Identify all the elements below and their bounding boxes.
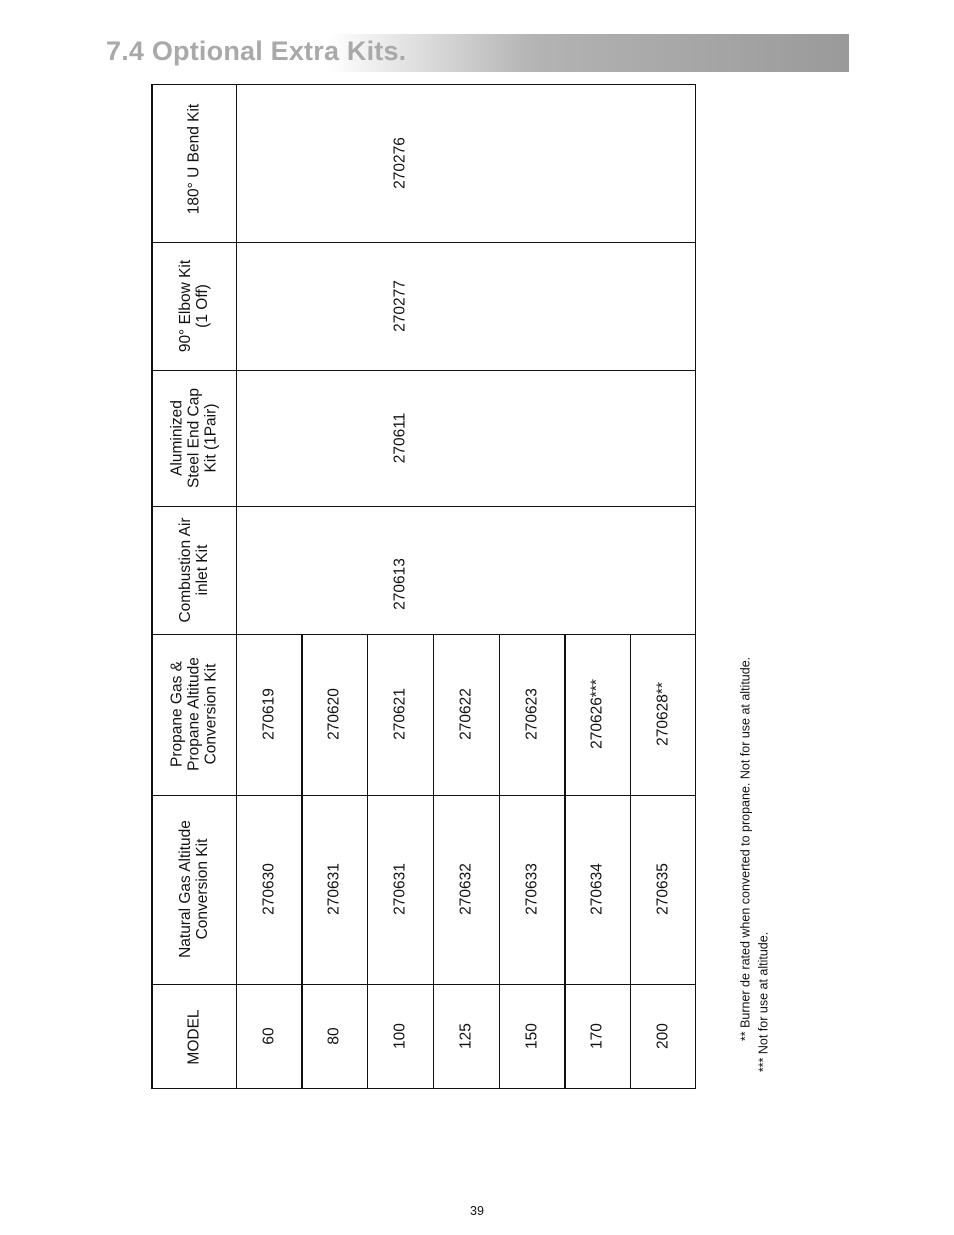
column-divider <box>151 795 696 796</box>
propane-cell: 270628** <box>654 682 672 746</box>
table-border-top <box>151 84 696 85</box>
natural-gas-cell: 270634 <box>588 863 606 915</box>
end-cap-cell: 270611 <box>391 412 409 464</box>
ubend-cell: 270276 <box>391 137 409 189</box>
page-number: 39 <box>470 1204 484 1218</box>
header-natural-gas: Natural Gas Altitude Conversion Kit <box>177 820 211 958</box>
row-divider <box>433 634 434 1089</box>
header-model: MODEL <box>185 1009 203 1065</box>
propane-cell: 270621 <box>391 688 409 740</box>
header-end-cap: Aluminized Steel End Cap Kit (1Pair) <box>168 388 220 488</box>
footnote-triple-star: *** Not for use at altitude. <box>756 931 771 1073</box>
header-elbow: 90° Elbow Kit (1 Off) <box>177 259 211 353</box>
row-divider <box>301 634 303 1089</box>
optional-kits-table <box>151 84 696 1089</box>
column-divider <box>151 634 696 635</box>
combustion-air-cell: 270613 <box>391 558 409 610</box>
model-cell: 100 <box>391 1023 409 1049</box>
natural-gas-cell: 270630 <box>260 863 278 915</box>
model-cell: 170 <box>588 1023 606 1049</box>
model-cell: 60 <box>260 1027 278 1045</box>
propane-cell: 270620 <box>325 688 343 740</box>
table-border-left <box>151 84 153 1089</box>
propane-cell: 270626*** <box>588 679 606 749</box>
header-divider <box>236 84 237 1089</box>
column-divider <box>151 242 696 243</box>
propane-cell: 270619 <box>260 688 278 740</box>
natural-gas-cell: 270631 <box>325 863 343 915</box>
row-divider <box>630 634 631 1089</box>
natural-gas-cell: 270631 <box>391 863 409 915</box>
model-cell: 200 <box>654 1023 672 1049</box>
natural-gas-cell: 270633 <box>523 863 541 915</box>
footnote-double-star: ** Burner de rated when converted to propane. Not for use at altitude. <box>738 656 753 1042</box>
model-cell: 150 <box>523 1023 541 1049</box>
row-divider <box>564 634 566 1089</box>
section-title: 7.4 Optional Extra Kits. <box>106 36 407 66</box>
propane-cell: 270622 <box>457 688 475 740</box>
natural-gas-cell: 270632 <box>457 863 475 915</box>
column-divider <box>151 506 696 507</box>
header-propane: Propane Gas & Propane Altitude Conversion Kit <box>168 657 220 771</box>
column-divider <box>151 370 696 371</box>
natural-gas-cell: 270635 <box>654 863 672 915</box>
model-cell: 80 <box>325 1027 343 1045</box>
row-divider <box>499 634 500 1089</box>
propane-cell: 270623 <box>523 688 541 740</box>
header-ubend: 180° U Bend Kit <box>185 103 203 215</box>
row-divider <box>367 634 368 1089</box>
elbow-cell: 270277 <box>391 280 409 332</box>
model-cell: 125 <box>457 1023 475 1049</box>
table-border-right <box>695 84 696 1089</box>
table-border-bottom <box>151 1088 696 1089</box>
header-combustion-air: Combustion Air inlet Kit <box>177 517 211 623</box>
column-divider <box>151 984 696 985</box>
